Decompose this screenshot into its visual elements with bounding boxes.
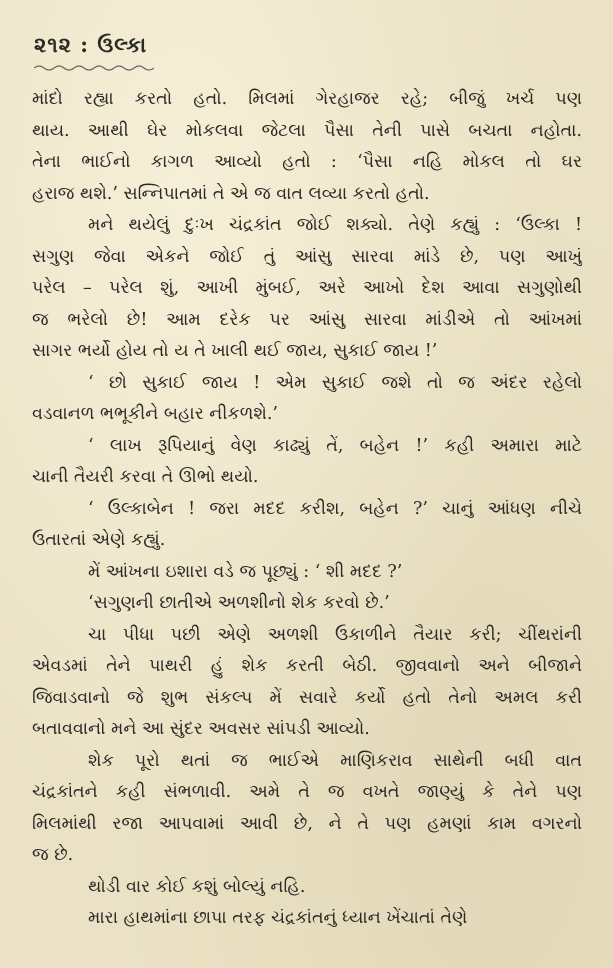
paragraph (32, 588, 582, 620)
text-line: ‘ લાખ રૂપિયાનું વેણ કાઢ્યું તેં, બહેન !’ કહી અમારા માટે (88, 435, 582, 456)
text-line: થોડી વાર કોઈ કશું બોલ્યું નહિ. (88, 876, 306, 897)
text-line: ‘ ઉલ્કાબેન ! જરા મદદ કરીશ, બહેન ?’ ચાનું આંધણ નીચે (88, 498, 582, 519)
paragraph (32, 84, 582, 210)
text-line: તેના ભાઈનો કાગળ આવ્યો હતો : ‘પૈસા નહિ મોકલ તો ઘર (32, 152, 582, 172)
paragraph (32, 620, 582, 746)
text-line: ઉતારતાં એણે કહ્યું. (32, 530, 166, 550)
paragraph (32, 210, 582, 368)
text-line: મને થયેલું દુઃખ ચંદ્રકાંત જોઈ શક્યો. તેણે કહ્યું : ‘ઉલ્કા ! (88, 215, 582, 235)
text-line: ‘ છો સુકાઈ જાય ! એમ સુકાઈ જશે તો જ અંદર રહેલો (88, 372, 582, 393)
text-line: સાગર ભર્યો હોય તો ય તે ખાલી થઈ જાય, સુકાઈ જાય !’ (32, 341, 438, 361)
paragraph (32, 903, 582, 935)
text-line: થાય. આથી ઘેર મોકલવા જેટલા પૈસા તેની પાસે બચતા નહોતા. (32, 120, 582, 141)
text-line: જ ભરેલો છે! આમ દરેક પર આંસુ સારવા માંડીએ તો આંખમાં (32, 309, 582, 330)
body-text (32, 84, 582, 935)
text-line: ‘સગુણની છાતીએ અળશીનો શેક કરવો છે.’ (88, 593, 390, 613)
text-line: શેક પૂરો થતાં જ ભાઈએ માણિકરાવ સાથેની બધી વાત (88, 750, 582, 771)
paragraph (32, 557, 582, 589)
paragraph (32, 494, 582, 557)
text-line: મારા હાથમાંના છાપા તરફ ચંદ્રકાંતનું ધ્યાન ખેંચાતાં તેણે (88, 908, 468, 928)
text-line: વડવાનળ ભભૂકીને બહાર નીકળશે.’ (32, 404, 278, 424)
text-line: ચા પીધા પછી એણે અળશી ઉકાળીને તૈયાર કરી; ચીંથરાંની (88, 624, 582, 645)
text-line: ચાની તૈયરી કરવા તે ઊભો થયો. (32, 467, 259, 487)
running-head: ૨૧૨ : ઉલ્કા (34, 32, 148, 57)
paragraph (32, 872, 582, 904)
text-line: ચંદ્રકાંતને કહી સંભળાવી. અમે તે જ વખતે જાણ્યું કે તેને પણ (32, 782, 582, 802)
text-line: પરેલ – પરેલ શું, આખી મુંબઈ, અરે આખો દેશ આવા સગુણોથી (32, 278, 582, 298)
text-line: માંદો રહ્યા કરતો હતો. મિલમાં ગેરહાજર રહે; બીજું ખર્ચ પણ (32, 89, 582, 109)
text-line: જિવાડવાનો જે શુભ સંકલ્પ મેં સવારે કર્યો હતો તેનો અમલ કરી (32, 687, 582, 708)
decorative-wavy-rule (34, 64, 154, 72)
text-line: સગુણ જેવા એકને જોઈ તું આંસુ સારવા માંડે છે, પણ આખું (32, 246, 582, 267)
text-line: બતાવવાનો મને આ સુંદર અવસર સાંપડી આવ્યો. (32, 719, 370, 739)
paragraph (32, 746, 582, 872)
text-line: મેં આંખના ઇશારા વડે જ પૂછ્યું : ‘ શી મદદ ?’ (88, 561, 403, 582)
text-line: જ છે. (32, 845, 74, 865)
text-line: હરાજ થશે.’ સન્નિપાતમાં તે એ જ વાત લવ્યા કરતો હતો. (32, 183, 430, 204)
paragraph (32, 368, 582, 431)
text-line: મિલમાંથી રજા આપવામાં આવી છે, ને તે પણ હમણાં કામ વગરનો (32, 813, 582, 834)
paragraph (32, 431, 582, 494)
text-line: એવડમાં તેને પાથરી હું શેક કરતી બેઠી. જીવવાનો અને બીજાને (32, 656, 582, 676)
